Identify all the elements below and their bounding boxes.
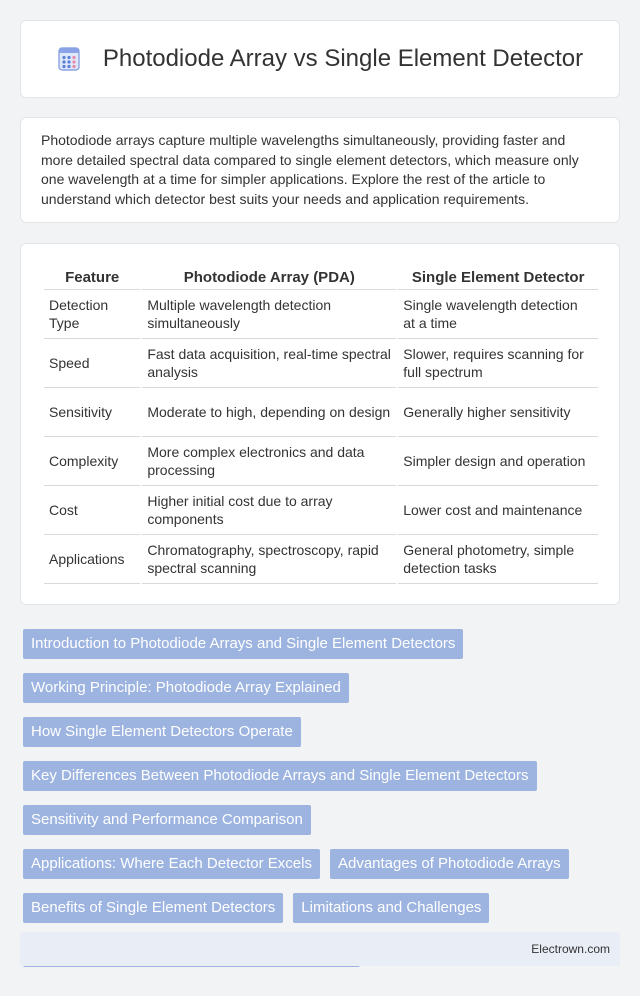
tag-benefits-single-element[interactable]: Benefits of Single Element Detectors [23, 893, 283, 923]
table-cell-single: Lower cost and maintenance [398, 486, 598, 535]
table-cell-feature: Cost [44, 486, 140, 535]
table-cell-single: Simpler design and operation [398, 437, 598, 486]
table-header-row [44, 266, 598, 290]
tag-key-differences[interactable]: Key Differences Between Photodiode Arrays and Single Element Detectors [23, 761, 537, 791]
table-cell-pda: Multiple wavelength detection simultaneously [142, 290, 396, 339]
header-feature: Feature [44, 266, 140, 290]
tag-single-element-operation[interactable]: How Single Element Detectors Operate [23, 717, 301, 747]
comparison-table-card [20, 243, 620, 605]
table-cell-feature: Speed [44, 339, 140, 388]
tag-applications[interactable]: Applications: Where Each Detector Excels [23, 849, 320, 879]
table-cell-pda: More complex electronics and data processing [142, 437, 396, 486]
header-single-element: Single Element Detector [398, 266, 598, 290]
page-title: Photodiode Array vs Single Element Detector [102, 45, 584, 72]
topic-tags [23, 629, 603, 967]
table-cell-feature: Detection Type [44, 290, 140, 339]
table-cell-pda: Chromatography, spectroscopy, rapid spectral scanning [142, 535, 396, 584]
table-row [44, 388, 598, 437]
tag-advantages-pda[interactable]: Advantages of Photodiode Arrays [330, 849, 569, 879]
table-cell-pda: Fast data acquisition, real-time spectral analysis [142, 339, 396, 388]
tag-introduction[interactable]: Introduction to Photodiode Arrays and Single Element Detectors [23, 629, 463, 659]
tag-working-principle[interactable]: Working Principle: Photodiode Array Explained [23, 673, 349, 703]
intro-card [20, 117, 620, 223]
table-row [44, 486, 598, 535]
footer [20, 932, 620, 966]
grid-calculator-icon [57, 47, 81, 71]
title-bar [21, 21, 619, 97]
table-cell-pda: Moderate to high, depending on design [142, 388, 396, 437]
table-row [44, 339, 598, 388]
table-cell-pda: Higher initial cost due to array components [142, 486, 396, 535]
table-cell-feature: Complexity [44, 437, 140, 486]
table-row [44, 290, 598, 339]
table-cell-single: Single wavelength detection at a time [398, 290, 598, 339]
comparison-table [42, 266, 600, 584]
table-cell-feature: Sensitivity [44, 388, 140, 437]
intro-paragraph: Photodiode arrays capture multiple wavelengths simultaneously, providing faster and more detailed spectral data compared to single element detectors, which measure only one wavelength at a time for simpler applications. Explore the rest of the article to understand which detector best suits your needs and application requirements. [41, 132, 579, 207]
footer-site-link[interactable]: Electrown.com [531, 942, 610, 956]
tag-limitations[interactable]: Limitations and Challenges [293, 893, 489, 923]
header-card [20, 20, 620, 98]
table-cell-single: General photometry, simple detection tasks [398, 535, 598, 584]
table-row [44, 437, 598, 486]
header-pda: Photodiode Array (PDA) [142, 266, 396, 290]
table-row [44, 535, 598, 584]
tag-sensitivity-performance[interactable]: Sensitivity and Performance Comparison [23, 805, 311, 835]
table-cell-single: Generally higher sensitivity [398, 388, 598, 437]
table-cell-feature: Applications [44, 535, 140, 584]
table-cell-single: Slower, requires scanning for full spectrum [398, 339, 598, 388]
